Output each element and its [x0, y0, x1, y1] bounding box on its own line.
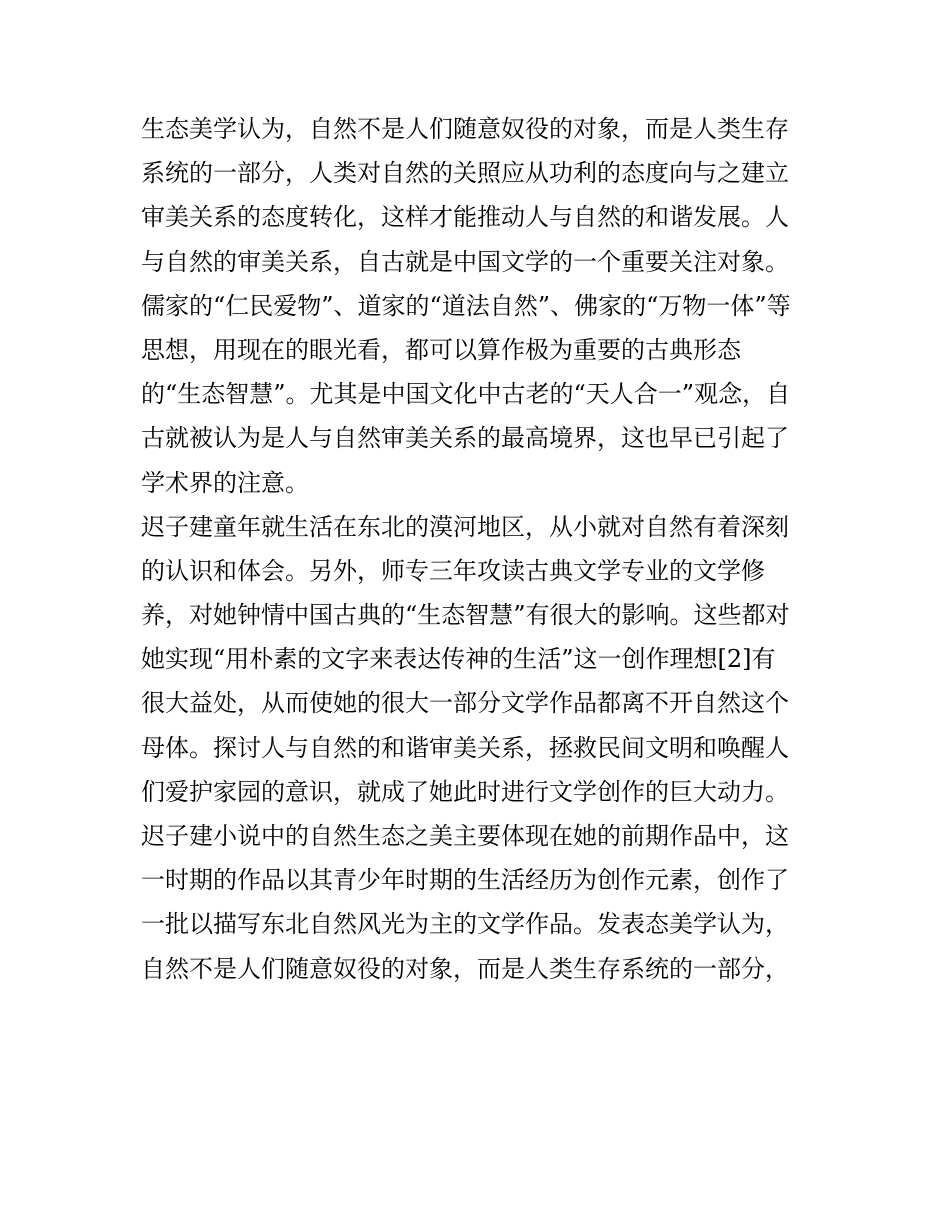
text-line: 她实现“用朴素的文字来表达传神的生活”这一创作理想[2]有: [141, 645, 776, 674]
text-line: 迟子建童年就生活在东北的漠河地区，从小就对自然有着深刻: [141, 512, 789, 541]
text-line: 迟子建小说中的自然生态之美主要体现在她的前期作品中，这: [141, 822, 789, 850]
text-line: 一批以描写东北自然风光为主的文学作品。发表态美学认为，: [141, 910, 789, 939]
text-line: 的认识和体会。另外，师专三年攻读古典文学专业的文学修: [141, 556, 765, 585]
text-line: 生态美学认为，自然不是人们随意奴役的对象，而是人类生存: [141, 115, 789, 143]
text-line: 儒家的“仁民爱物”、道家的“道法自然”、佛家的“万物一体”等: [141, 291, 791, 320]
text-line: 母体。探讨人与自然的和谐审美关系，拯救民间文明和唤醒人: [141, 733, 789, 762]
text-line: 与自然的审美关系，自古就是中国文学的一个重要关注对象。: [141, 247, 789, 276]
text-line: 古就被认为是人与自然审美关系的最高境界，这也早已引起了: [141, 424, 789, 453]
text-line: 们爱护家园的意识，就成了她此时进行文学创作的巨大动力。: [141, 777, 789, 806]
text-line: 思想，用现在的眼光看，都可以算作极为重要的古典形态: [141, 335, 741, 364]
text-line: 审美关系的态度转化，这样才能推动人与自然的和谐发展。人: [141, 203, 789, 232]
body-text: [141, 107, 813, 991]
text-line: 的“生态智慧”。尤其是中国文化中古老的“天人合一”观念，自: [141, 380, 791, 409]
text-line: 一时期的作品以其青少年时期的生活经历为创作元素，创作了: [141, 866, 789, 895]
text-line: 很大益处，从而使她的很大一部分文学作品都离不开自然这个: [141, 689, 789, 718]
text-line: 系统的一部分，人类对自然的关照应从功利的态度向与之建立: [141, 159, 789, 188]
text-line: 学术界的注意。: [141, 468, 309, 497]
text-line: 自然不是人们随意奴役的对象，而是人类生存系统的一部分，: [141, 954, 789, 983]
text-line: 养，对她钟情中国古典的“生态智慧”有很大的影响。这些都对: [141, 601, 790, 630]
